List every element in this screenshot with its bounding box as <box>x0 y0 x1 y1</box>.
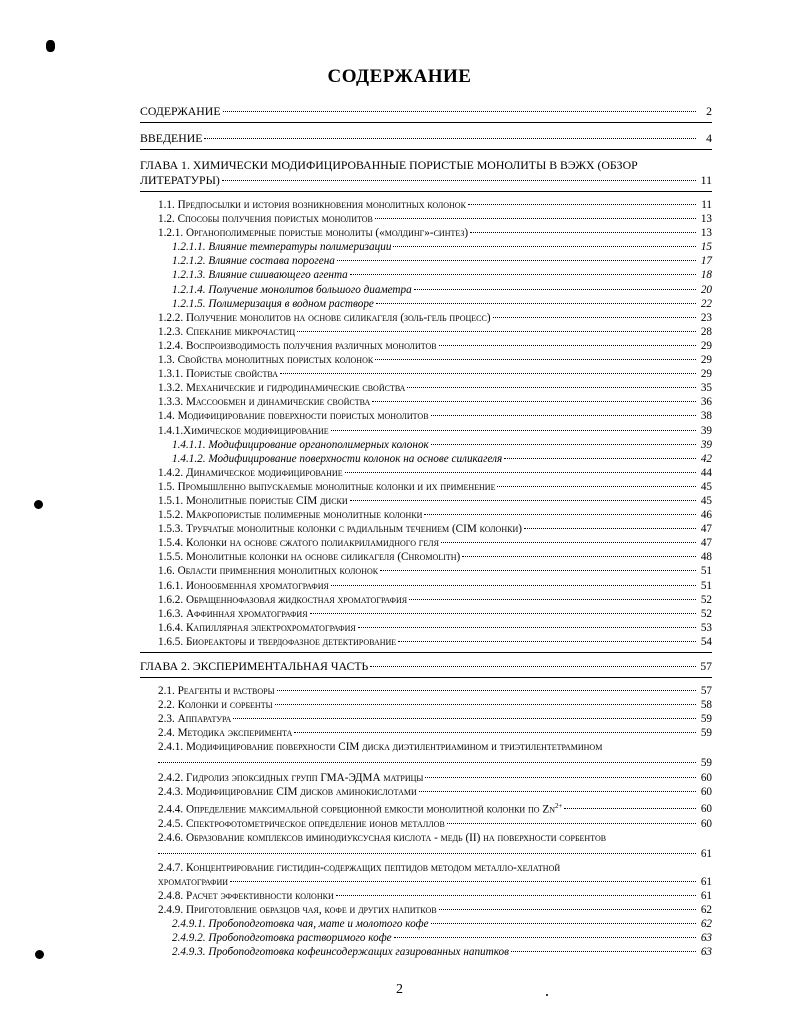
toc-entry[interactable]: 1.2.1.3. Влияние сшивающего агента 18 <box>172 269 712 282</box>
toc-entry[interactable]: 2.4. Методика эксперимента 59 <box>158 727 712 740</box>
toc-entry[interactable]: 1.1. Предпосылки и история возникновения монолитных колонок 11 <box>158 199 712 211</box>
toc-entry[interactable]: 1.3. Свойства монолитных пористых колонок 29 <box>158 354 712 367</box>
toc-entry[interactable]: 2.3. Аппаратура 59 <box>158 713 712 726</box>
toc-entry[interactable]: 1.2.1.4. Получение монолитов большого диаметра 20 <box>172 283 712 296</box>
toc-entry[interactable]: 1.2.1.1. Влияние температуры полимеризации 15 <box>172 241 712 254</box>
toc-entry-chapter-2[interactable]: ГЛАВА 2. ЭКСПЕРИМЕНТАЛЬНАЯ ЧАСТЬ 57 <box>140 659 712 673</box>
toc-entry[interactable]: СОДЕРЖАНИЕ 2 <box>140 104 712 118</box>
toc-entry[interactable]: 1.5.5. Монолитные колонки на основе силикагеля (Chromolith) 48 <box>158 551 712 564</box>
toc-entry[interactable]: 1.5. Промышленно выпускаемые монолитные колонки и их применение 45 <box>158 480 712 493</box>
toc-entry[interactable]: 1.2. Способы получения пористых монолитов 13 <box>158 213 712 226</box>
toc-entry[interactable]: 1.5.3. Трубчатые монолитные колонки с радиальным течением (CIM колонки) 47 <box>158 523 712 536</box>
page-number: 2 <box>396 982 403 997</box>
scan-mark-top <box>46 40 55 52</box>
table-of-contents <box>140 104 712 960</box>
toc-entry-wrapped[interactable]: 2.4.1. Модифицирование поверхности CIM диска диэтилентриамином и триэтилентетрамином 59 <box>158 741 712 770</box>
punch-hole-mark <box>35 950 44 959</box>
toc-entry-chapter-1[interactable]: ГЛАВА 1. ХИМИЧЕСКИ МОДИФИЦИРОВАННЫЕ ПОРИСТЫЕ МОНОЛИТЫ В ВЭЖХ (ОБЗОР ЛИТЕРАТУРЫ) 11 <box>140 158 712 187</box>
toc-entry[interactable]: 1.4.2. Динамическое модифицирование 44 <box>158 466 712 479</box>
punch-hole-mark <box>34 500 43 509</box>
toc-entry[interactable]: 2.4.8. Расчет эффективности колонки 61 <box>158 890 712 903</box>
toc-entry[interactable]: 1.6.1. Ионообменная хроматография 51 <box>158 579 712 592</box>
toc-entry-wrapped[interactable]: 2.4.7. Концентрирование гистидин-содержащих пептидов методом металло-хелатной хроматографии 61 <box>158 861 712 888</box>
toc-entry[interactable]: 1.6.5. Биореакторы и твердофазное детектирование 54 <box>158 635 712 648</box>
toc-entry[interactable]: 1.4.1.1. Модифицирование органополимерных колонок 39 <box>172 438 712 451</box>
scan-speck <box>546 994 548 996</box>
toc-entry[interactable]: 2.2. Колонки и сорбенты 58 <box>158 699 712 712</box>
toc-entry[interactable]: 1.5.1. Монолитные пористые CIM диски 45 <box>158 494 712 507</box>
toc-entry[interactable]: 2.4.4. Определение максимальной сорбционной емкости монолитной колонки по $Zn^{2+}$ 60 <box>158 801 712 816</box>
toc-entry[interactable]: 1.6.2. Обращеннофазовая жидкостная хроматография 52 <box>158 593 712 606</box>
toc-entry[interactable]: 2.4.9.3. Пробоподготовка кофеинсодержащих газированных напитков 63 <box>172 946 712 959</box>
toc-entry[interactable]: 1.2.1. Органополимерные пористые монолиты («молдинг»-синтез) 13 <box>158 227 712 240</box>
toc-entry[interactable]: 1.4.1.Химическое модифицирование 39 <box>158 424 712 437</box>
toc-entry[interactable]: 1.6.4. Капиллярная электрохроматография 53 <box>158 621 712 634</box>
toc-entry[interactable]: 1.6.3. Аффинная хроматография 52 <box>158 607 712 620</box>
toc-entry[interactable]: 1.2.4. Воспроизводимость получения различных монолитов 29 <box>158 339 712 352</box>
toc-entry-wrapped[interactable]: 2.4.6. Образование комплексов иминодиуксусная кислота - медь (II) на поверхности сорбентов 61 <box>158 831 712 860</box>
toc-entry[interactable]: 2.4.5. Спектрофотометрическое определение ионов металлов 60 <box>158 817 712 830</box>
toc-entry[interactable]: 1.5.2. Макропористые полимерные монолитные колонки 46 <box>158 509 712 522</box>
toc-entry[interactable]: 1.3.1. Пористые свойства 29 <box>158 368 712 381</box>
toc-entry[interactable]: 2.1. Реагенты и растворы 57 <box>158 685 712 697</box>
toc-entry[interactable]: 1.2.1.2. Влияние состава порогена 17 <box>172 255 712 268</box>
toc-entry[interactable]: 2.4.9. Приготовление образцов чая, кофе и других напитков 62 <box>158 904 712 917</box>
toc-entry[interactable]: 1.2.1.5. Полимеризация в водном растворе 22 <box>172 297 712 310</box>
toc-entry[interactable]: 1.5.4. Колонки на основе сжатого полиакриламидного геля 47 <box>158 537 712 550</box>
toc-entry[interactable]: 2.4.9.2. Пробоподготовка растворимого кофе 63 <box>172 932 712 945</box>
toc-entry[interactable]: 1.3.3. Массообмен и динамические свойства 36 <box>158 396 712 409</box>
toc-entry[interactable]: 1.4.1.2. Модифицирование поверхности колонок на основе силикагеля 42 <box>172 452 712 465</box>
toc-entry[interactable]: ВВЕДЕНИЕ 4 <box>140 131 712 145</box>
toc-entry[interactable]: 1.2.3. Спекание микрочастиц 28 <box>158 325 712 338</box>
toc-entry[interactable]: 1.3.2. Механические и гидродинамические свойства 35 <box>158 382 712 395</box>
page-title: СОДЕРЖАНИЕ <box>327 66 472 87</box>
toc-entry[interactable]: 1.2.2. Получение монолитов на основе силикагеля (золь-гель процесс) 23 <box>158 311 712 324</box>
toc-entry[interactable]: 1.6. Области применения монолитных колонок 51 <box>158 565 712 578</box>
toc-entry[interactable]: 2.4.3. Модифицирование CIM дисков аминокислотами 60 <box>158 785 712 798</box>
toc-entry[interactable]: 2.4.2. Гидролиз эпоксидных групп ГМА-ЭДМА матрицы 60 <box>158 771 712 784</box>
toc-entry[interactable]: 1.4. Модифицирование поверхности пористых монолитов 38 <box>158 410 712 423</box>
toc-entry[interactable]: 2.4.9.1. Пробоподготовка чая, мате и молотого кофе 62 <box>172 918 712 931</box>
